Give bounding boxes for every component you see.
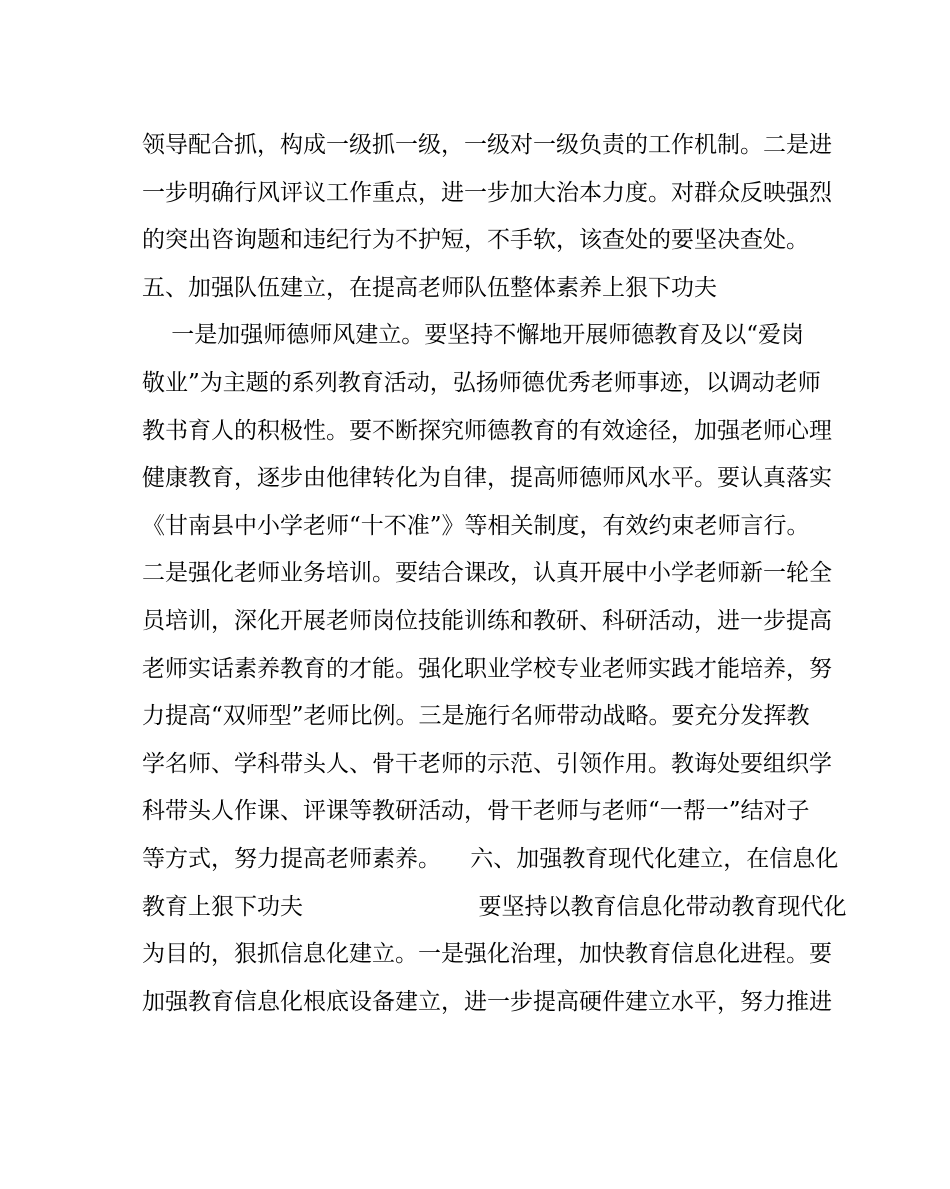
text-line: 学名师、学科带头人、骨干老师的示范、引领作用。教诲处要组织学 bbox=[142, 750, 832, 777]
section-heading: 五、加强队伍建立，在提高老师队伍整体素养上狠下功夫 bbox=[142, 274, 717, 301]
text-line: 领导配合抓，构成一级抓一级，一级对一级负责的工作机制。二是进 bbox=[142, 132, 832, 158]
text-line: 一是加强师德师风建立。要坚持不懈地开展师德教育及以“爱岗 bbox=[142, 322, 805, 349]
text-line: 二是强化老师业务培训。要结合课改，认真开展中小学老师新一轮全 bbox=[142, 560, 832, 587]
text-line: 为目的，狠抓信息化建立。一是强化治理，加快教育信息化进程。要 bbox=[142, 941, 832, 968]
text-line: 健康教育，逐步由他律转化为自律，提高师德师风水平。要认真落实 bbox=[142, 465, 832, 492]
text-line: 敬业”为主题的系列教育活动，弘扬师德优秀老师事迹，以调动老师 bbox=[142, 369, 821, 396]
text-line: 加强教育信息化根底设备建立，进一步提高硬件建立水平，努力推进 bbox=[142, 988, 832, 1015]
body-text bbox=[142, 125, 847, 1029]
text-line: 一步明确行风评议工作重点，进一步加大治本力度。对群众反映强烈 bbox=[142, 179, 832, 206]
text-line: 等方式，努力提高老师素养。 六、加强教育现代化建立，在信息化 bbox=[142, 845, 839, 872]
text-line: 教书育人的积极性。要不断探究师德教育的有效途径，加强老师心理 bbox=[142, 417, 832, 444]
text-line: 老师实话素养教育的才能。强化职业学校专业老师实践才能培养，努 bbox=[142, 655, 832, 682]
text-line: 力提高“双师型”老师比例。三是施行名师带动战略。要充分发挥教 bbox=[142, 703, 810, 730]
text-line: 员培训，深化开展老师岗位技能训练和教研、科研活动，进一步提高 bbox=[142, 607, 832, 634]
text-line: 教育上狠下功夫 要坚持以教育信息化带动教育现代化 bbox=[142, 893, 847, 920]
text-line: 科带头人作课、评课等教研活动，骨干老师与老师“一帮一”结对子 bbox=[142, 798, 810, 825]
text-line: 《甘南县中小学老师“十不准”》等相关制度，有效约束老师言行。 bbox=[142, 512, 810, 539]
text-line: 的突出咨询题和违纪行为不护短，不手软，该查处的要坚决查处。 bbox=[142, 227, 809, 254]
